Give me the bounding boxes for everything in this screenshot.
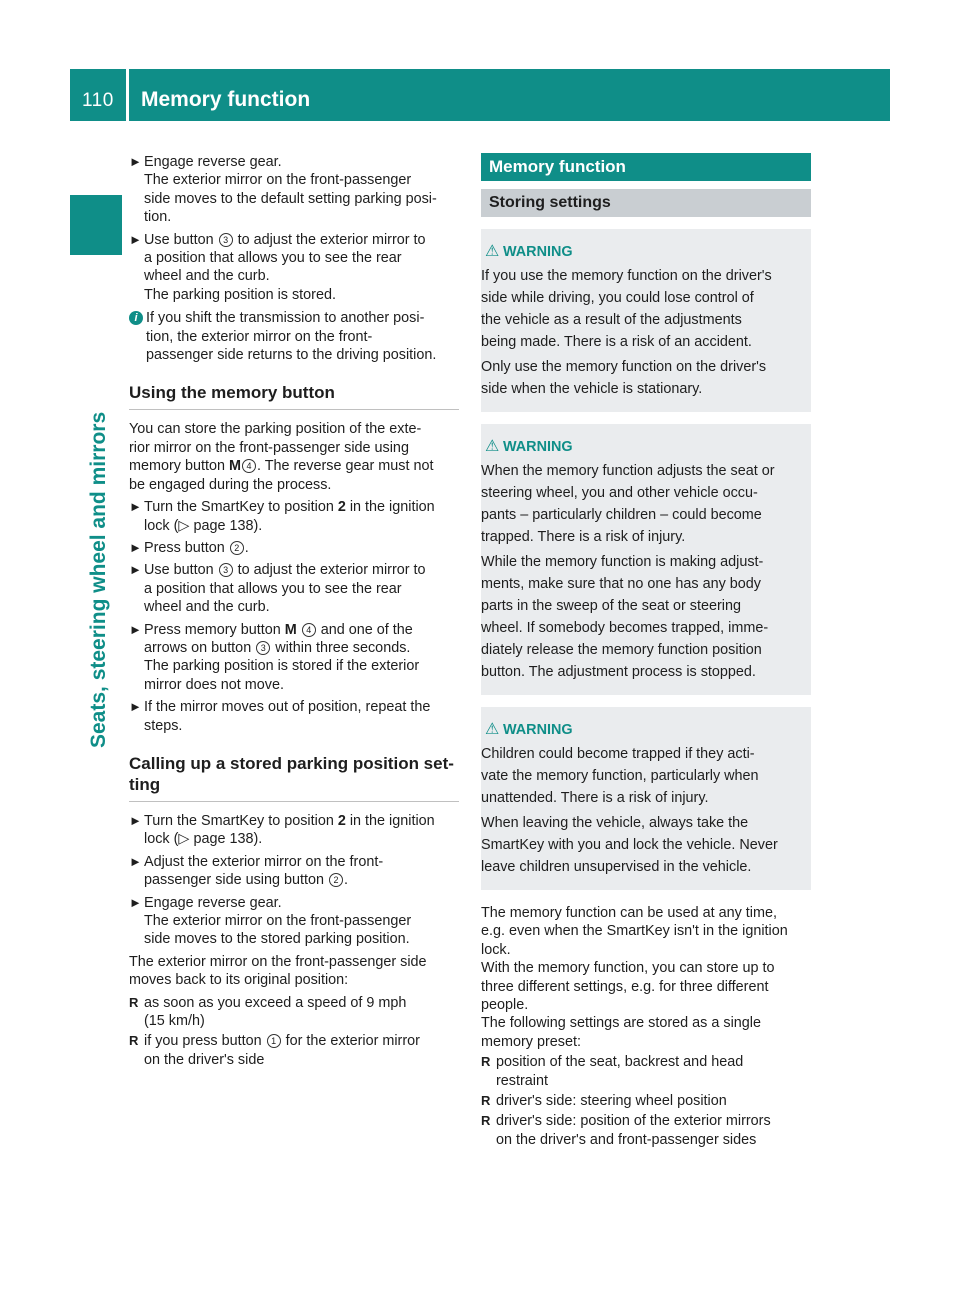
list-item: R driver's side: steering wheel position [481,1093,727,1110]
chapter-tab [70,195,122,255]
paragraph-return-position: The exterior mirror on the front-passenger side moves back to its original position: [129,953,427,989]
step-engage-reverse: ► Engage reverse gear. The exterior mirror on the front-passenger side moves to the default setting parking posi- tion. [129,154,437,226]
page-title: Memory function [141,88,311,111]
arrow-right-icon: ► [129,894,142,910]
bullet-icon: R [129,1033,139,1049]
step-use-button-3b: ► Use button 3 to adjust the exterior mirror to a position that allows you to see the rear wheel and the curb. [129,562,426,616]
arrow-right-icon: ► [129,853,142,869]
section-title: Memory function [481,153,811,181]
arrow-right-icon: ► [129,812,142,828]
warning-heading: ⚠ WARNING [481,241,811,263]
arrow-right-icon: ► [129,154,142,169]
arrow-right-icon: ► [129,231,142,247]
button-number-icon: 2 [230,541,244,555]
button-number-icon: 3 [256,641,270,655]
button-number-icon: 3 [219,233,233,247]
warning-box: ⚠ WARNING If you use the memory function on the driver's side while driving, you could lose control of the vehicle as a result of the adjustments being made. There is a risk of an accident. Only use the memory function on the driver's side when the vehicle is stationary. [481,229,811,412]
arrow-right-icon: ► [129,562,142,578]
chapter-label: Seats, steering wheel and mirrors [87,411,110,748]
right-column [481,153,811,1149]
warning-triangle-icon: ⚠ [485,721,500,738]
list-item: R as soon as you exceed a speed of 9 mph (15 km/h) [129,994,407,1030]
list-item: R if you press button 1 for the exterior mirror on the driver's side [129,1033,420,1068]
step-adjust-mirror: ► Adjust the exterior mirror on the front- passenger side using button 2 . [129,853,384,889]
bullet-icon: R [481,1113,491,1129]
step-engage-reverse-2: ► Engage reverse gear. The exterior mirror on the front-passenger side moves to the stored parking position. [129,894,412,948]
warning-heading: ⚠ WARNING [481,436,811,458]
page-number: 110 [82,90,114,111]
list-item: R driver's side: position of the exterior mirrors on the driver's and front-passenger sides [481,1113,771,1148]
button-number-icon: 4 [242,459,256,473]
step-press-memory-button: ► Press memory button M 4 and one of the arrows on button 3 within three seconds. The parking position is stored if the exterior mirror does not move. [129,621,420,693]
bullet-icon: R [129,994,139,1010]
step-turn-smartkey-2: ► Turn the SmartKey to position 2 in the ignition lock (▷ page 138). [129,812,459,849]
paragraph-any-time: The memory function can be used at any time, e.g. even when the SmartKey isn't in the ignition lock. [481,905,788,958]
info-note: i If you shift the transmission to another posi- tion, the exterior mirror on the front- passenger side returns to the driving position. [129,309,459,364]
subsection-title: Storing settings [481,189,811,217]
left-column [129,153,459,1069]
button-number-icon: 3 [219,563,233,577]
step-repeat: ► If the mirror moves out of position, repeat the steps. [129,699,431,734]
paragraph-memory-button: You can store the parking position of the exte- rior mirror on the front-passenger side using memory button M 4 . The reverse gear must not be engaged during the process. [129,421,434,493]
paragraph-store-settings: With the memory function, you can store up to three different settings, e.g. for three different people. [481,960,775,1014]
heading-calling-up-position: Calling up a stored parking position set- ting [129,753,459,802]
warning-triangle-icon: ⚠ [485,243,500,260]
step-press-button-2: ► Press button 2 . [129,539,249,556]
step-turn-smartkey: ► Turn the SmartKey to position 2 in the ignition lock (▷ page 138). [129,498,459,535]
paragraph-memory-preset: The following settings are stored as a single memory preset: [481,1015,761,1050]
button-number-icon: 1 [267,1034,281,1048]
arrow-right-icon: ► [129,539,142,555]
step-use-button-3: ► Use button 3 to adjust the exterior mirror to a position that allows you to see the rear wheel and the curb. The parking position is stored. [129,231,426,303]
bullet-icon: R [481,1093,491,1109]
page-header [70,69,890,121]
page-reference-link[interactable]: lock (▷ page 138). [144,517,263,534]
page-reference-link[interactable]: lock (▷ page 138). [144,831,263,848]
arrow-right-icon: ► [129,621,142,637]
heading-using-memory-button: Using the memory button [129,382,459,410]
header-separator [126,69,129,121]
button-number-icon: 4 [302,623,316,637]
warning-box: ⚠ WARNING When the memory function adjusts the seat or steering wheel, you and other vehicle occu- pants – particularly children – could become trapped. There is a risk of injury. While the memory function is making adjust- ments, make sure that no one has any body parts in the sweep of the seat or steering wheel. If somebody becomes trapped, imme- diately release the memory function position button. The adjustment process is stopped. [481,424,811,695]
warning-box: ⚠ WARNING Children could become trapped if they acti- vate the memory function, particularly when unattended. There is a risk of injury. When leaving the vehicle, always take the SmartKey with you and lock the vehicle. Never leave children unsupervised in the vehicle. [481,707,811,890]
bullet-icon: R [481,1054,491,1070]
button-number-icon: 2 [329,873,343,887]
info-icon: i [129,311,143,325]
warning-heading: ⚠ WARNING [481,719,811,741]
arrow-right-icon: ► [129,499,142,515]
warning-triangle-icon: ⚠ [485,438,500,455]
list-item: R position of the seat, backrest and head restraint [481,1054,744,1089]
arrow-right-icon: ► [129,699,142,715]
